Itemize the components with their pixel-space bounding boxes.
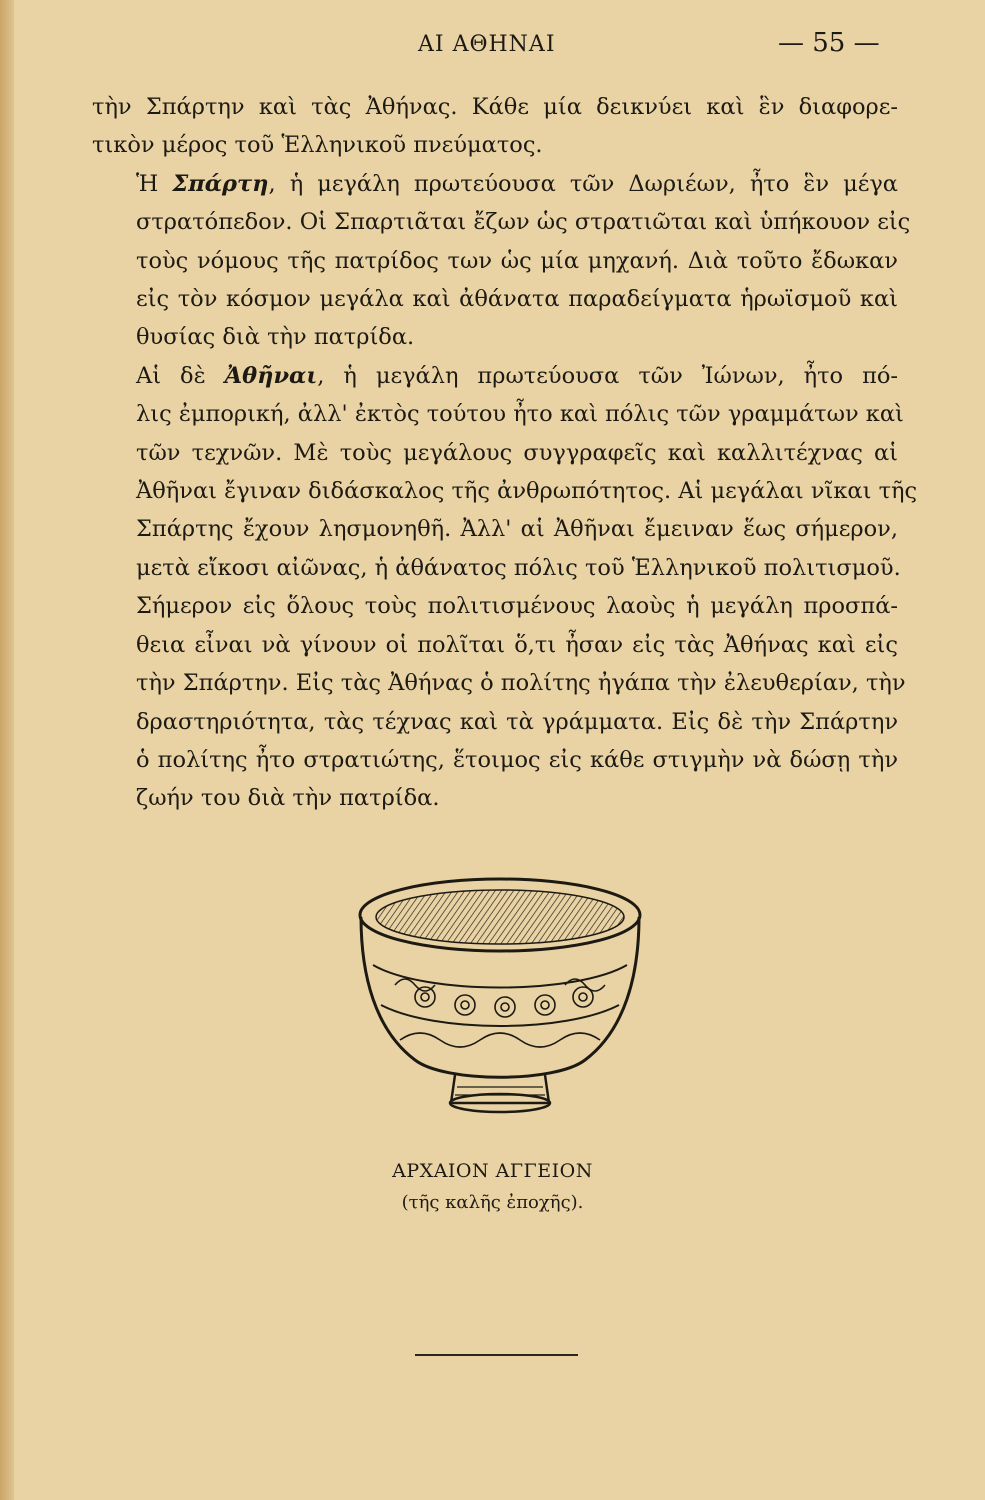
text-line: τικὸν μέρος τοῦ Ἑλληνικοῦ πνεύματος. xyxy=(92,132,543,159)
paragraph-athens xyxy=(92,357,918,587)
text-line: Σήμερον εἰς ὅλους τοὺς πολιτισμένους λαοὺς ἡ μεγάλη προσπά- xyxy=(136,593,898,620)
text-line: ὁ πολίτης ἦτο στρατιώτης, ἕτοιμος εἰς κάθε στιγμὴν νὰ δώσῃ τὴν xyxy=(136,746,898,773)
text-line: εἰς τὸν κόσμον μεγάλα καὶ ἀθάνατα παραδείγματα ἡρωϊσμοῦ καὶ xyxy=(136,286,898,313)
line-rest: , ἡ μεγάλη πρωτεύουσα τῶν Δωριέων, ἦτο ἓν μέγα xyxy=(268,170,899,197)
text-line: τῶν τεχνῶν. Μὲ τοὺς μεγάλους συγγραφεῖς καὶ καλλιτέχνας αἱ xyxy=(136,439,898,466)
text-line: στρατόπεδον. Οἱ Σπαρτιᾶται ἔζων ὡς στρατιῶται καὶ ὑπήκουον εἰς xyxy=(136,209,911,236)
text-line: δραστηριότητα, τὰς τέχνας καὶ τὰ γράμματα. Εἰς δὲ τὴν Σπάρτην xyxy=(136,708,898,735)
text-line: λις ἐμπορική, ἀλλ' ἐκτὸς τούτου ἦτο καὶ πόλις τῶν γραμμάτων καὶ xyxy=(136,401,904,428)
closing-rule xyxy=(415,1354,578,1356)
text-line: θυσίας διὰ τὴν πατρίδα. xyxy=(136,324,415,351)
text-line: μετὰ εἴκοσι αἰῶνας, ἡ ἀθάνατος πόλις τοῦ Ἑλληνικοῦ πολιτισμοῦ. xyxy=(136,554,901,581)
body-text xyxy=(92,88,918,818)
paragraph-intro: Ἡ xyxy=(136,170,159,197)
caption-title: ΑΡΧΑΙΟΝ ΑΓΓΕΙΟΝ xyxy=(392,1160,593,1182)
paragraph-1 xyxy=(92,88,898,165)
term-sparta: Σπάρτη xyxy=(172,170,269,197)
line-rest: , ἡ μεγάλη πρωτεύουσα τῶν Ἰώνων, ἦτο πό- xyxy=(317,362,899,389)
text-line xyxy=(92,357,898,395)
page-header xyxy=(0,28,985,60)
paragraph-sparta xyxy=(92,165,911,357)
text-line xyxy=(92,165,898,203)
text-line: τὴν Σπάρτην καὶ τὰς Ἀθήνας. Κάθε μία δεικνύει καὶ ἓν διαφορε- xyxy=(92,94,898,120)
term-athens: Ἀθῆναι xyxy=(224,362,318,389)
ancient-bowl-icon xyxy=(355,855,645,1155)
running-title: ΑΙ ΑΘΗΝΑΙ xyxy=(418,32,556,57)
text-line: ζωήν του διὰ τὴν πατρίδα. xyxy=(136,785,440,812)
figure-caption xyxy=(0,1160,985,1213)
paragraph-intro: Αἱ δὲ xyxy=(136,362,206,389)
text-line: τοὺς νόμους τῆς πατρίδος των ὡς μία μηχανή. Διὰ τοῦτο ἔδωκαν xyxy=(136,247,898,274)
page-number: — 55 — xyxy=(778,28,880,58)
text-line: Σπάρτης ἔχουν λησμονηθῆ. Ἀλλ' αἱ Ἀθῆναι ἔμειναν ἕως σήμερον, xyxy=(136,516,898,543)
page-edge xyxy=(0,0,14,1500)
text-line: θεια εἶναι νὰ γίνουν οἱ πολῖται ὅ,τι ἦσαν εἰς τὰς Ἀθήνας καὶ εἰς xyxy=(136,631,898,658)
bowl-figure xyxy=(355,855,645,1155)
text-line: Ἀθῆναι ἔγιναν διδάσκαλος τῆς ἀνθρωπότητος. Αἱ μεγάλαι νῖκαι τῆς xyxy=(136,478,918,505)
paragraph-today xyxy=(92,587,906,817)
text-line: τὴν Σπάρτην. Εἰς τὰς Ἀθήνας ὁ πολίτης ἠγάπα τὴν ἐλευθερίαν, τὴν xyxy=(136,670,906,697)
caption-subtitle: (τῆς καλῆς ἐποχῆς). xyxy=(401,1192,584,1213)
